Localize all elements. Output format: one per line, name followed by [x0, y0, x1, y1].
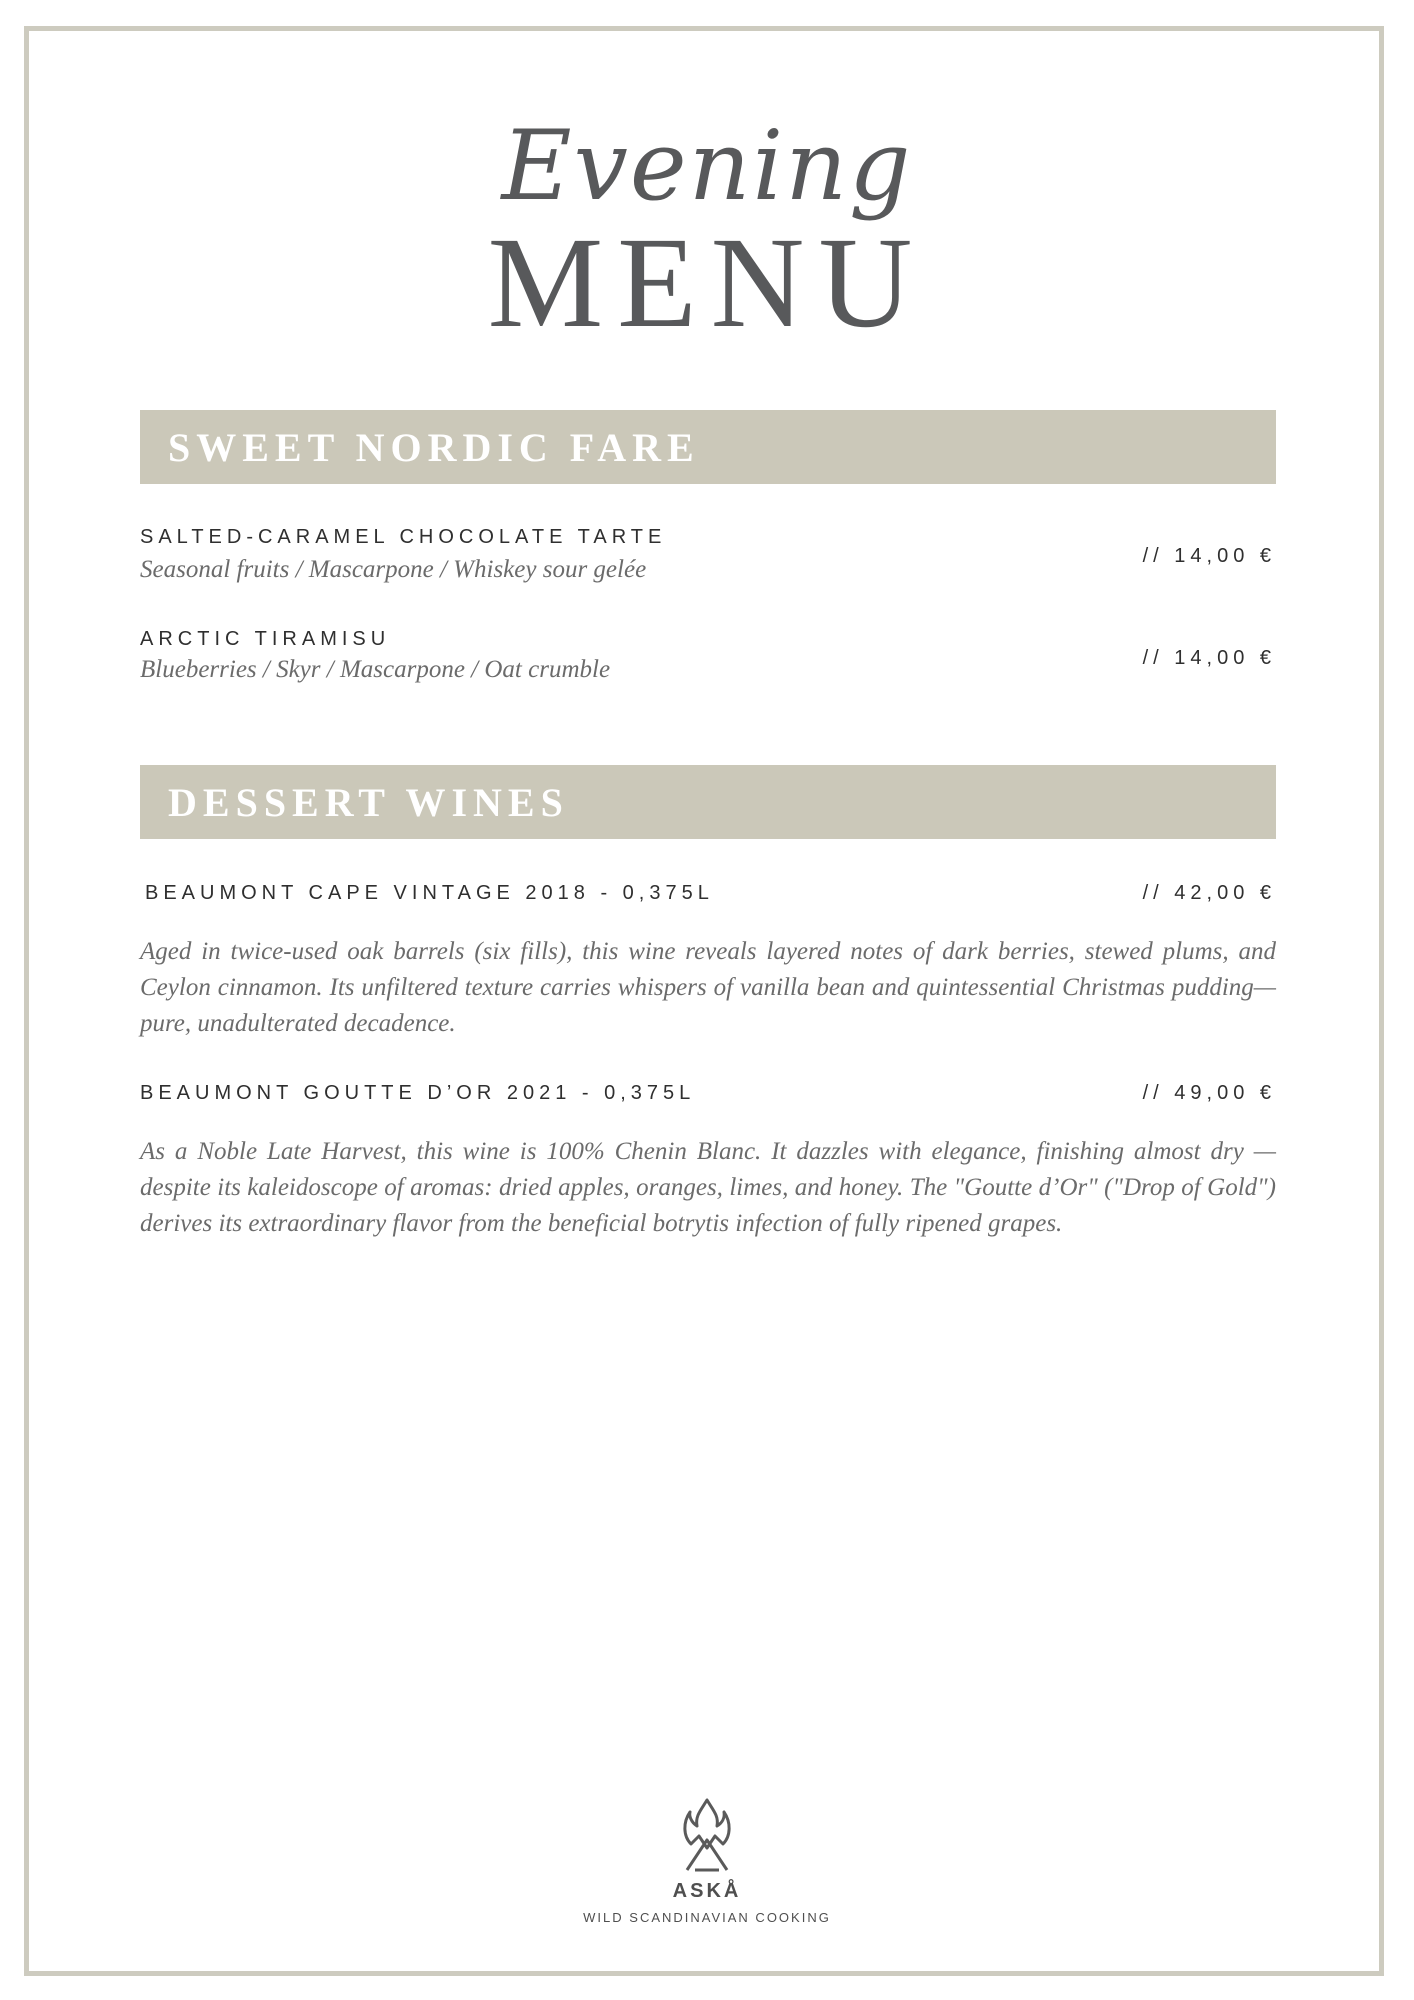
- wine-item-price: // 49,00 €: [1142, 1082, 1276, 1104]
- wine-item-description: As a Noble Late Harvest, this wine is 100% Chenin Blanc. It dazzles with elegance, finishing almost dry — despite its kaleidoscope of aromas: dried apples, oranges, limes, and honey. The "Goutte d’Or" ("Drop of Gold") derives its extraordinary flavor from the beneficial botrytis infection of fully ripened grapes.: [140, 1138, 1276, 1237]
- menu-item-description: Blueberries / Skyr / Mascarpone / Oat crumble: [140, 656, 611, 683]
- wine-item-name: BEAUMONT CAPE VINTAGE 2018 - 0,375L: [145, 882, 714, 904]
- menu-item-description: Seasonal fruits / Mascarpone / Whiskey sour gelée: [140, 556, 647, 583]
- menu-item-price: // 14,00 €: [1142, 647, 1276, 669]
- section-heading-dessert-wines: [140, 765, 1276, 839]
- menu-item-price: // 14,00 €: [1142, 545, 1276, 567]
- section-heading-label: DESSERT WINES: [168, 780, 569, 825]
- wine-item-name: BEAUMONT GOUTTE D’OR 2021 - 0,375L: [140, 1082, 696, 1104]
- brand-tagline: WILD SCANDINAVIAN COOKING: [583, 1910, 831, 1925]
- wine-item-price: // 42,00 €: [1142, 882, 1276, 904]
- section-heading-sweet-nordic-fare: [140, 410, 1276, 484]
- section-heading-label: SWEET NORDIC FARE: [168, 425, 700, 470]
- script-subtitle: Evening: [501, 110, 913, 222]
- brand-logo: [0, 1796, 1414, 1881]
- menu-item-name: SALTED-CARAMEL CHOCOLATE TARTE: [140, 526, 667, 548]
- flame-icon: [677, 1796, 737, 1876]
- brand-name: ASKÅ: [672, 1880, 742, 1902]
- menu-item-name: ARCTIC TIRAMISU: [140, 628, 391, 650]
- wine-item-description: Aged in twice-used oak barrels (six fills), this wine reveals layered notes of dark berries, stewed plums, and Ceylon cinnamon. Its unfiltered texture carries whispers of vanilla bean and quintessential Christmas pudding—pure, unadulterated decadence.: [140, 938, 1276, 1037]
- page-title: MENU: [487, 211, 927, 355]
